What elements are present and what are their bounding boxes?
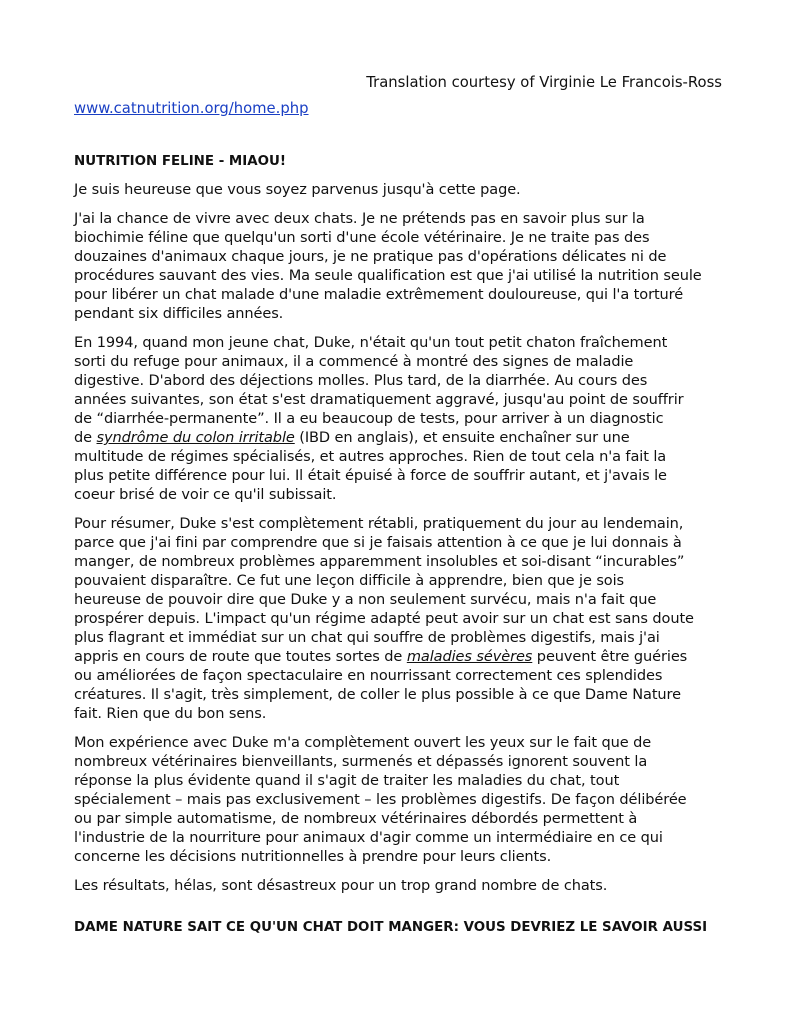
text-line: digestive. D'abord des déjections molles. Plus tard, de la diarrhée. Au cours des xyxy=(74,372,648,389)
text-line: nombreux vétérinaires bienveillants, surmenés et dépassés ignorent souvent la xyxy=(74,753,648,770)
paragraph-results xyxy=(74,876,722,895)
text-line: Je suis heureuse que vous soyez parvenus jusqu'à cette page. xyxy=(74,181,521,198)
text-line: années suivantes, son état s'est dramatiquement aggravé, jusqu'au point de souffrir xyxy=(74,391,684,408)
text-line: biochimie féline que quelqu'un sorti d'une école vétérinaire. Je ne traite pas des xyxy=(74,229,650,246)
text-fragment: peuvent être guéries xyxy=(532,648,688,665)
text-line: J'ai la chance de vivre avec deux chats. Je ne prétends pas en savoir plus sur la xyxy=(74,210,645,227)
text-line: fait. Rien que du bon sens. xyxy=(74,705,267,722)
text-line: l'industrie de la nourriture pour animaux d'agir comme un intermédiaire en ce qui xyxy=(74,829,663,846)
text-line: Pour résumer, Duke s'est complètement rétabli, pratiquement du jour au lendemain, xyxy=(74,515,684,532)
text-line-with-link xyxy=(74,647,722,666)
text-fragment: de xyxy=(74,429,97,446)
paragraph-recovery xyxy=(74,514,722,723)
text-line: pour libérer un chat malade d'une maladie extrêmement douloureuse, qui l'a torturé xyxy=(74,286,684,303)
ibd-link[interactable]: syndrôme du colon irritable xyxy=(96,429,295,446)
text-line: pendant six difficiles années. xyxy=(74,305,284,322)
text-line: ou par simple automatisme, de nombreux vétérinaires débordés permettent à xyxy=(74,810,638,827)
text-line: manger, de nombreux problèmes apparemment insolubles et soi-disant “incurables” xyxy=(74,553,685,570)
text-line: En 1994, quand mon jeune chat, Duke, n'était qu'un tout petit chaton fraîchement xyxy=(74,334,668,351)
text-line: procédures sauvant des vies. Ma seule qualification est que j'ai utilisé la nutrition seule xyxy=(74,267,702,284)
text-line: douzaines d'animaux chaque jours, je ne pratique pas d'opérations délicates ni de xyxy=(74,248,667,265)
translation-credit: Translation courtesy of Virginie Le Francois-Ross xyxy=(366,74,722,91)
text-line: concerne les décisions nutritionnelles à prendre pour leurs clients. xyxy=(74,848,552,865)
text-line: pouvaient disparaître. Ce fut une leçon difficile à apprendre, bien que je sois xyxy=(74,572,625,589)
website-link[interactable]: www.catnutrition.org/home.php xyxy=(74,100,309,117)
paragraph-veterinarians xyxy=(74,733,722,866)
text-fragment: appris en cours de route que toutes sortes de xyxy=(74,648,407,665)
text-line: parce que j'ai fini par comprendre que si je faisais attention à ce que je lui donnais à xyxy=(74,534,682,551)
text-line: heureuse de pouvoir dire que Duke y a non seulement survécu, mais n'a fait que xyxy=(74,591,657,608)
article-body xyxy=(74,180,722,905)
text-line: spécialement – mais pas exclusivement – les problèmes digestifs. De façon délibérée xyxy=(74,791,687,808)
text-line: Mon expérience avec Duke m'a complètement ouvert les yeux sur le fait que de xyxy=(74,734,652,751)
section-heading-nutrition: NUTRITION FELINE - MIAOU! xyxy=(74,154,286,169)
text-line: multitude de régimes spécialisés, et autres approches. Rien de tout cela n'a fait la xyxy=(74,448,667,465)
text-fragment: (IBD en anglais), et ensuite enchaîner sur une xyxy=(294,429,630,446)
text-line: coeur brisé de voir ce qu'il subissait. xyxy=(74,486,337,503)
text-line: sorti du refuge pour animaux, il a commencé à montré des signes de maladie xyxy=(74,353,634,370)
paragraph-intro xyxy=(74,180,722,199)
text-line: prospérer depuis. L'impact qu'un régime adapté peut avoir sur un chat est sans doute xyxy=(74,610,694,627)
paragraph-qualifications xyxy=(74,209,722,323)
section-heading-mother-nature: DAME NATURE SAIT CE QU'UN CHAT DOIT MANGER: VOUS DEVRIEZ LE SAVOIR AUSSI xyxy=(74,920,708,935)
text-line: ou améliorées de façon spectaculaire en nourrissant correctement ces splendides xyxy=(74,667,663,684)
text-line: créatures. Il s'agit, très simplement, de coller le plus possible à ce que Dame Nature xyxy=(74,686,681,703)
text-line: plus flagrant et immédiat sur un chat qui souffre de problèmes digestifs, mais j'ai xyxy=(74,629,660,646)
text-line-with-link xyxy=(74,428,722,447)
text-line: de “diarrhée-permanente”. Il a eu beaucoup de tests, pour arriver à un diagnostic xyxy=(74,410,664,427)
severe-diseases-link[interactable]: maladies sévères xyxy=(406,648,533,665)
text-line: réponse la plus évidente quand il s'agit de traiter les maladies du chat, tout xyxy=(74,772,620,789)
text-line: plus petite différence pour lui. Il était épuisé à force de souffrir autant, et j'avais le xyxy=(74,467,667,484)
paragraph-duke-history xyxy=(74,333,722,504)
text-line: Les résultats, hélas, sont désastreux pour un trop grand nombre de chats. xyxy=(74,877,608,894)
